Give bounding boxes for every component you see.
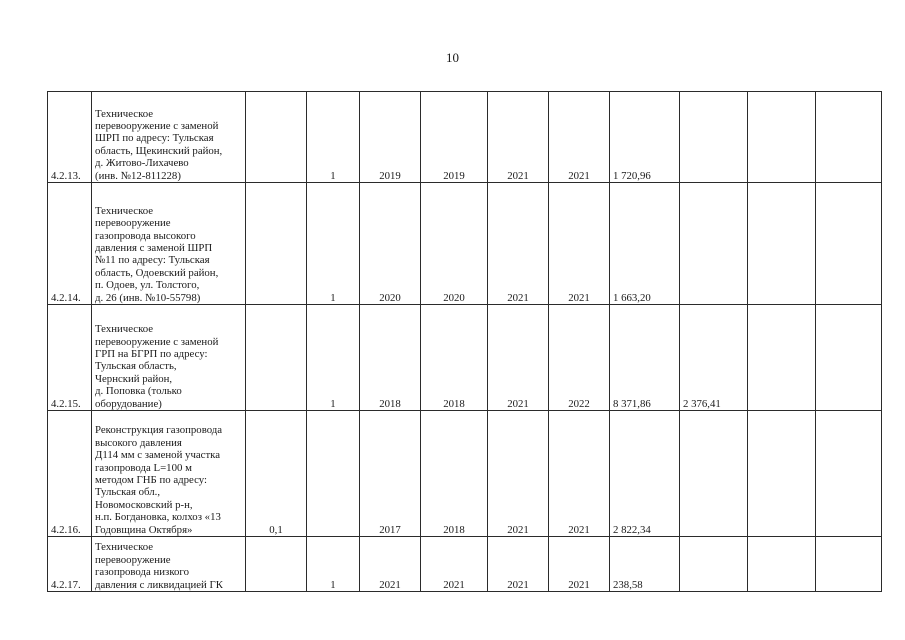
year-cell: 2022: [549, 305, 610, 411]
extra-value-cell: [680, 537, 748, 592]
item-number: 4.2.17.: [48, 537, 92, 592]
item-number: 4.2.14.: [48, 183, 92, 305]
empty-cell: [748, 411, 816, 537]
item-number: 4.2.13.: [48, 92, 92, 183]
quantity-cell: 0,1: [246, 411, 307, 537]
year-cell: 2021: [488, 305, 549, 411]
year-cell: 2021: [488, 92, 549, 183]
year-cell: 2018: [421, 411, 488, 537]
year-cell: 2021: [421, 537, 488, 592]
page-number: 10: [446, 50, 459, 65]
empty-cell: [748, 183, 816, 305]
table-row: [48, 305, 882, 411]
item-number: 4.2.16.: [48, 411, 92, 537]
investment-program-table: [47, 91, 882, 592]
year-cell: 2021: [549, 92, 610, 183]
extra-value-cell: [680, 411, 748, 537]
empty-cell: [816, 305, 882, 411]
cost-cell: 238,58: [610, 537, 680, 592]
year-cell: 2019: [421, 92, 488, 183]
empty-cell: [816, 92, 882, 183]
year-cell: 2021: [488, 411, 549, 537]
empty-cell: [816, 411, 882, 537]
year-cell: 2018: [421, 305, 488, 411]
year-cell: 2021: [549, 183, 610, 305]
year-cell: 2020: [360, 183, 421, 305]
table-row: [48, 411, 882, 537]
quantity-cell: 1: [307, 305, 360, 411]
empty-cell: [816, 537, 882, 592]
empty-cell: [748, 305, 816, 411]
year-cell: 2021: [488, 183, 549, 305]
item-description: Реконструкция газопровода высокого давления Д114 мм с заменой участка газопровода L=100 м методом ГНБ по адресу: Тульская обл., Новомосковский р-н, н.п. Богдановка, колхоз «13 Годовщина Октября»: [92, 411, 246, 537]
item-description: Техническое перевооружение с заменой ГРП на БГРП по адресу: Тульская область, Чернский район, д. Поповка (только оборудование): [92, 305, 246, 411]
empty-cell: [246, 92, 307, 183]
cost-cell: 1 720,96: [610, 92, 680, 183]
quantity-cell: 1: [307, 92, 360, 183]
empty-cell: [816, 183, 882, 305]
year-cell: 2020: [421, 183, 488, 305]
item-description: Техническое перевооружение газопровода высокого давления с заменой ШРП №11 по адресу: Тульская область, Одоевский район, п. Одоев, ул. Толстого, д. 26 (инв. №10-55798): [92, 183, 246, 305]
item-number: 4.2.15.: [48, 305, 92, 411]
cost-cell: 1 663,20: [610, 183, 680, 305]
table-row: [48, 183, 882, 305]
item-description: Техническое перевооружение газопровода низкого давления с ликвидацией ГК: [92, 537, 246, 592]
table-row: [48, 92, 882, 183]
cost-cell: 8 371,86: [610, 305, 680, 411]
extra-value-cell: [680, 92, 748, 183]
year-cell: 2021: [488, 537, 549, 592]
extra-value-cell: 2 376,41: [680, 305, 748, 411]
empty-cell: [307, 411, 360, 537]
table-row: [48, 537, 882, 592]
year-cell: 2019: [360, 92, 421, 183]
cost-cell: 2 822,34: [610, 411, 680, 537]
year-cell: 2018: [360, 305, 421, 411]
year-cell: 2021: [549, 411, 610, 537]
empty-cell: [246, 305, 307, 411]
year-cell: 2017: [360, 411, 421, 537]
empty-cell: [246, 183, 307, 305]
item-description: Техническое перевооружение с заменой ШРП по адресу: Тульская область, Щекинский район, д. Житово-Лихачево (инв. №12-811228): [92, 92, 246, 183]
quantity-cell: 1: [307, 537, 360, 592]
empty-cell: [748, 537, 816, 592]
empty-cell: [246, 537, 307, 592]
extra-value-cell: [680, 183, 748, 305]
year-cell: 2021: [549, 537, 610, 592]
year-cell: 2021: [360, 537, 421, 592]
empty-cell: [748, 92, 816, 183]
quantity-cell: 1: [307, 183, 360, 305]
